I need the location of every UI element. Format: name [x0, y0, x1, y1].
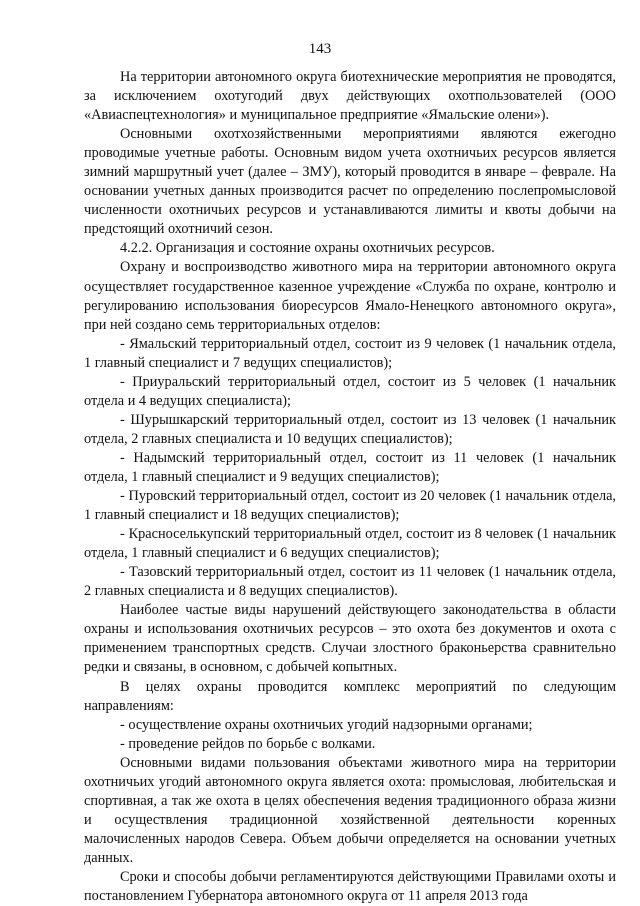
body-text [84, 68, 616, 906]
list-item: - проведение рейдов по борьбе с волками. [120, 735, 376, 752]
section-heading: 4.2.2. Организация и состояние охраны охотничьих ресурсов. [120, 240, 495, 257]
list-item: - Тазовский территориальный отдел, состоит из 11 человек (1 начальник отдела, 2 главных специалиста и 8 ведущих специалистов). [84, 564, 616, 600]
paragraph: Основными видами пользования объектами животного мира на территории охотничьих угодий автономного округа является охота: промысловая, любительская и спортивная, а так же охота в целях обеспечения ведения традиционного образа жизни и осуществления традиционной хозяйственной деятельности коренных малочисленных народов Севера. Объем добычи определяется на основании учетных данных. [84, 754, 616, 866]
paragraph: Сроки и способы добычи регламентируются действующими Правилами охоты и постановлением Губернатора автономного округа от 11 апреля 2013 года [84, 868, 616, 905]
page-number: 143 [308, 41, 332, 57]
paragraph: В целях охраны проводится комплекс мероприятий по следующим направлениям: [84, 678, 616, 714]
list-item: - Красноселькупский территориальный отдел, состоит из 8 человек (1 начальник отдела, 1 главный специалист и 6 ведущих специалистов); [84, 526, 616, 562]
list-item: - Надымский территориальный отдел, состоит из 11 человек (1 начальник отдела, 1 главный специалист и 9 ведущих специалистов); [84, 449, 616, 485]
list-item: - осуществление охраны охотничьих угодий надзорными органами; [120, 716, 533, 733]
list-item: - Ямальский территориальный отдел, состоит из 9 человек (1 начальник отдела, 1 главный специалист и 7 ведущих специалистов); [84, 335, 616, 371]
paragraph: На территории автономного округа биотехнические мероприятия не проводятся, за исключением охотугодий двух действующих охотпользователей (ООО «Авиаспецтехнология» и муниципальное предприятие «Ямальские олени»). [84, 69, 616, 124]
paragraph: Охрану и воспроизводство животного мира на территории автономного округа осуществляет государственное казенное учреждение «Служба по охране, контролю и регулированию использования биоресурсов Ямало-Ненецкого автономного округа», при ней создано семь территориальных отделов: [84, 259, 616, 333]
paragraph: Наиболее частые виды нарушений действующего законодательства в области охраны и использования охотничьих ресурсов – это охота без документов и охота с применением транспортных средств. Случаи злостного браконьерства сравнительно редки и связаны, в основном, с добычей копытных. [84, 602, 616, 676]
paragraph: Основными охотхозяйственными мероприятиями являются ежегодно проводимые учетные работы. Основным видом учета охотничьих ресурсов является зимний маршрутный учет (далее – ЗМУ), который проводится в январе – феврале. На основании учетных данных производится расчет по определению послепромысловой численности охотничьих ресурсов и устанавливаются лимиты и квоты добычи на предстоящий охотничий сезон. [84, 126, 616, 238]
list-item: - Пуровский территориальный отдел, состоит из 20 человек (1 начальник отдела, 1 главный специалист и 18 ведущих специалистов); [84, 488, 616, 524]
list-item: - Шурышкарский территориальный отдел, состоит из 13 человек (1 начальник отдела, 2 главных специалиста и 10 ведущих специалистов); [84, 411, 616, 447]
list-item: - Приуральский территориальный отдел, состоит из 5 человек (1 начальник отдела и 4 ведущих специалиста); [84, 373, 616, 409]
